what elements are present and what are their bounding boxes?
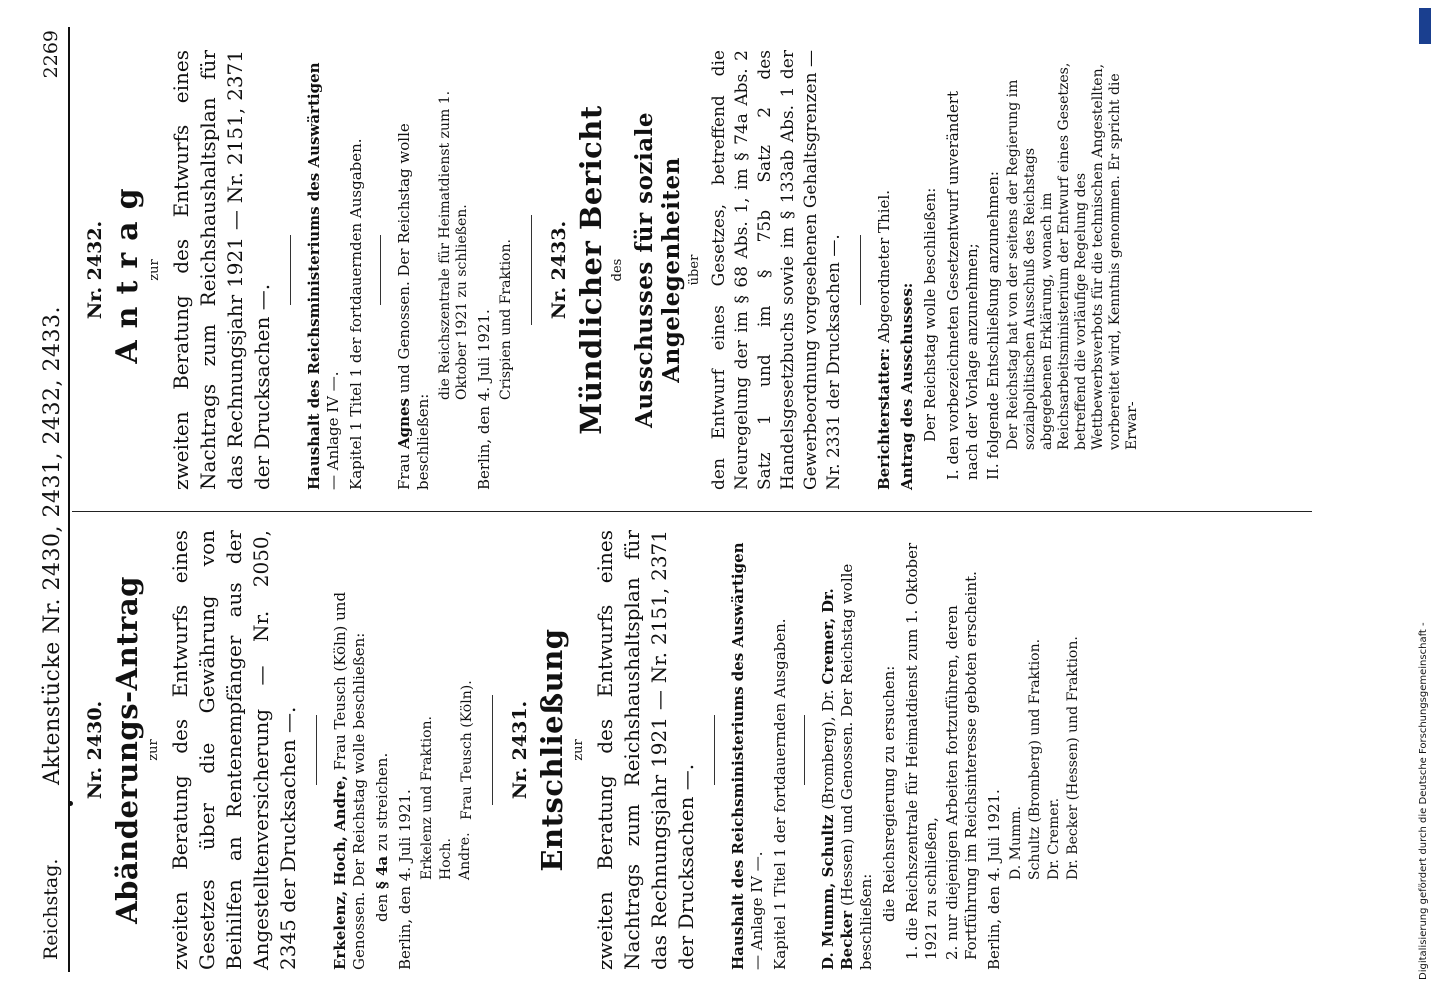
section-subtitle-2433: Ausschusses für soziale Angelegenheiten bbox=[631, 112, 685, 429]
column-divider bbox=[72, 511, 1312, 512]
section-body-2433: den Entwurf eines Gesetzes, betreffend die Neuregelung der im § 68 Abs. 1, im § 74a Abs. 2 Satz 1 und im § 75b Satz 2 des Handelsgesetzbuchs sowie im § 133ab Abs. 1 der Gewerbeordnung vorgesehenen Gehaltsgrenzen — Nr. 2331 der Drucksachen —. bbox=[709, 50, 844, 490]
motion-2430 bbox=[331, 530, 369, 970]
separator bbox=[316, 715, 317, 785]
sidebar-credit: Digitalisierung gefördert durch die Deutsche Forschungsgemeinschaft - bbox=[1418, 622, 1429, 980]
header-rule bbox=[68, 27, 70, 972]
zur-label: zur bbox=[147, 259, 162, 281]
section-number-2432: Nr. 2432. bbox=[84, 220, 106, 320]
motion-item-text: den bbox=[373, 893, 391, 922]
motion-item-text-end: zu streichen. bbox=[373, 752, 391, 852]
motion-text: (Bromberg), Dr. bbox=[819, 689, 837, 810]
haushalt-2431 bbox=[729, 530, 767, 970]
motion-names: D. Mumm, Schultz bbox=[819, 814, 837, 970]
section-body-2430: zweiten Beratung des Entwurfs eines Gesetzes über die Gewährung von Beihilfen an Rentenempfänger aus der Angestelltenversicherung — Nr. 2050, 2345 der Drucksachen —. bbox=[168, 530, 300, 970]
ersuchen-2431: die Reichsregierung zu ersuchen: bbox=[880, 665, 898, 922]
signature: Erkelenz und Fraktion. bbox=[419, 716, 435, 880]
date-2431: Berlin, den 4. Juli 1921. bbox=[985, 789, 1003, 970]
anlage-label: — Anlage IV —. bbox=[324, 371, 342, 490]
motion-item-paragraph: § 4a bbox=[373, 855, 391, 890]
page-number: 2269 bbox=[40, 30, 62, 79]
kapitel-2431: Kapitel 1 Titel 1 der fortdauernden Ausgaben. bbox=[771, 618, 789, 970]
anlage-label: — Anlage IV —. bbox=[748, 851, 766, 970]
list-item: II. folgende Entschließung anzunehmen: bbox=[984, 171, 1002, 480]
list-item: I. den vorbezeichneten Gesetzentwurf unverändert nach der Vorlage anzunehmen; bbox=[944, 90, 981, 480]
berichterstatter bbox=[875, 50, 894, 490]
section-number-2433: Nr. 2433. bbox=[548, 220, 570, 320]
section-number-2431: Nr. 2431. bbox=[509, 700, 531, 800]
motion-2432 bbox=[395, 50, 433, 490]
section-number-2430: Nr. 2430. bbox=[84, 700, 106, 800]
header-center: Aktenstücke Nr. 2430, 2431, 2432, 2433. bbox=[40, 306, 65, 785]
motion-block: die Reichszentrale für Heimatdienst zum 1. Oktober 1921 zu schließen. bbox=[437, 90, 470, 400]
entschliessung-text: Der Reichstag hat von der seitens der Regierung im sozialpolitischen Ausschuß des Reichstags abgegebenen Erklärung, wonach im Reichsarbeitsministerium der Entwurf eines Gesetzes, betreffend die vorläufige Regelung des Wettbewerbsverbots für die technischen Angestellten, vorbereitet wird, Kenntnis genommen. Er spricht die Erwar- bbox=[1005, 62, 1140, 450]
left-column bbox=[78, 530, 1084, 970]
digitization-sidebar bbox=[1418, 0, 1434, 1000]
antrag-label: Antrag des Ausschusses: bbox=[898, 282, 916, 490]
haushalt-label: Haushalt des Reichsministeriums des Auswärtigen bbox=[305, 62, 323, 490]
dfg-logo bbox=[1419, 8, 1431, 44]
date-2432: Berlin, den 4. Juli 1921. bbox=[475, 309, 493, 490]
antrag-intro: Der Reichstag wolle beschließen: bbox=[921, 187, 939, 442]
berichterstatter-name: Abgeordneter Thiel. bbox=[875, 190, 893, 344]
motion-name: Cremer, bbox=[819, 617, 837, 685]
motion-text: und Genossen. Der Reichstag wolle beschließen: bbox=[395, 123, 432, 490]
date-2430: Berlin, den 4. Juli 1921. bbox=[396, 789, 414, 970]
section-title-2433: Mündlicher Bericht bbox=[574, 105, 608, 435]
signature: Schultz (Bromberg) und Fraktion. bbox=[1027, 638, 1043, 880]
zur-label: zur bbox=[146, 739, 161, 761]
motion-names: Erkelenz, Hoch, Andre, bbox=[331, 775, 349, 970]
haushalt-label: Haushalt des Reichsministeriums des Auswärtigen bbox=[729, 542, 747, 970]
signature: Dr. Becker (Hessen) und Fraktion. bbox=[1065, 636, 1081, 880]
section-title-2432: Antrag bbox=[110, 176, 145, 364]
list-item: 2. nur diejenigen Arbeiten fortzuführen, deren Fortführung im Reichsinteresse geboten erscheint. bbox=[943, 571, 980, 960]
signature: Andre. bbox=[457, 832, 473, 880]
motion-name: Dr. Becker bbox=[819, 588, 856, 970]
list-item: 1. die Reichszentrale für Heimatdienst zum 1. Oktober 1921 zu schließen, bbox=[903, 542, 940, 960]
haushalt-2432 bbox=[305, 50, 343, 490]
signature: Hoch. bbox=[438, 838, 454, 880]
separator bbox=[860, 235, 861, 305]
zur-label: zur bbox=[571, 739, 586, 761]
separator bbox=[714, 715, 715, 785]
page-header bbox=[40, 30, 70, 960]
separator bbox=[492, 695, 493, 805]
speck-mark bbox=[68, 801, 73, 806]
des-label: des bbox=[610, 258, 625, 282]
section-body-2431: zweiten Beratung des Entwurfs eines Nachtrags zum Reichshaushaltsplan für das Rechnungsjahr 1921 — Nr. 2151, 2371 der Drucksachen —. bbox=[593, 530, 698, 970]
separator bbox=[804, 715, 805, 785]
ueber-label: über bbox=[687, 254, 702, 286]
motion-2431 bbox=[819, 530, 876, 970]
signature: Frau Teusch (Köln). bbox=[459, 680, 475, 820]
berichterstatter-label: Berichterstatter: bbox=[875, 347, 893, 490]
motion-text: (Hessen) und Genossen. Der Reichstag wolle beschließen: bbox=[838, 563, 875, 970]
motion-text: Frau Teusch (Köln) und Genossen. Der Reichstag wolle beschließen: bbox=[331, 591, 368, 970]
motion-text: Frau bbox=[395, 453, 413, 490]
section-body-2432: zweiten Beratung des Entwurfs eines Nachtrags zum Reichshaushaltsplan für das Rechnungsjahr 1921 — Nr. 2151, 2371 der Drucksachen —. bbox=[169, 50, 274, 490]
right-column bbox=[78, 50, 1143, 490]
signature: Dr. Cremer. bbox=[1046, 797, 1062, 880]
header-left: Reichstag. bbox=[40, 858, 62, 960]
signature: Crispien und Fraktion. bbox=[498, 239, 514, 400]
signature: D. Mumm. bbox=[1008, 806, 1024, 880]
section-title-2431: Entschließung bbox=[535, 628, 569, 872]
kapitel-2432: Kapitel 1 Titel 1 der fortdauernden Ausgaben. bbox=[347, 138, 365, 490]
section-title-2430: Abänderungs-Antrag bbox=[110, 576, 144, 924]
separator bbox=[380, 235, 381, 305]
separator bbox=[290, 235, 291, 305]
motion-item-2430 bbox=[373, 530, 392, 970]
separator bbox=[531, 215, 532, 325]
motion-name: Agnes bbox=[395, 398, 413, 450]
